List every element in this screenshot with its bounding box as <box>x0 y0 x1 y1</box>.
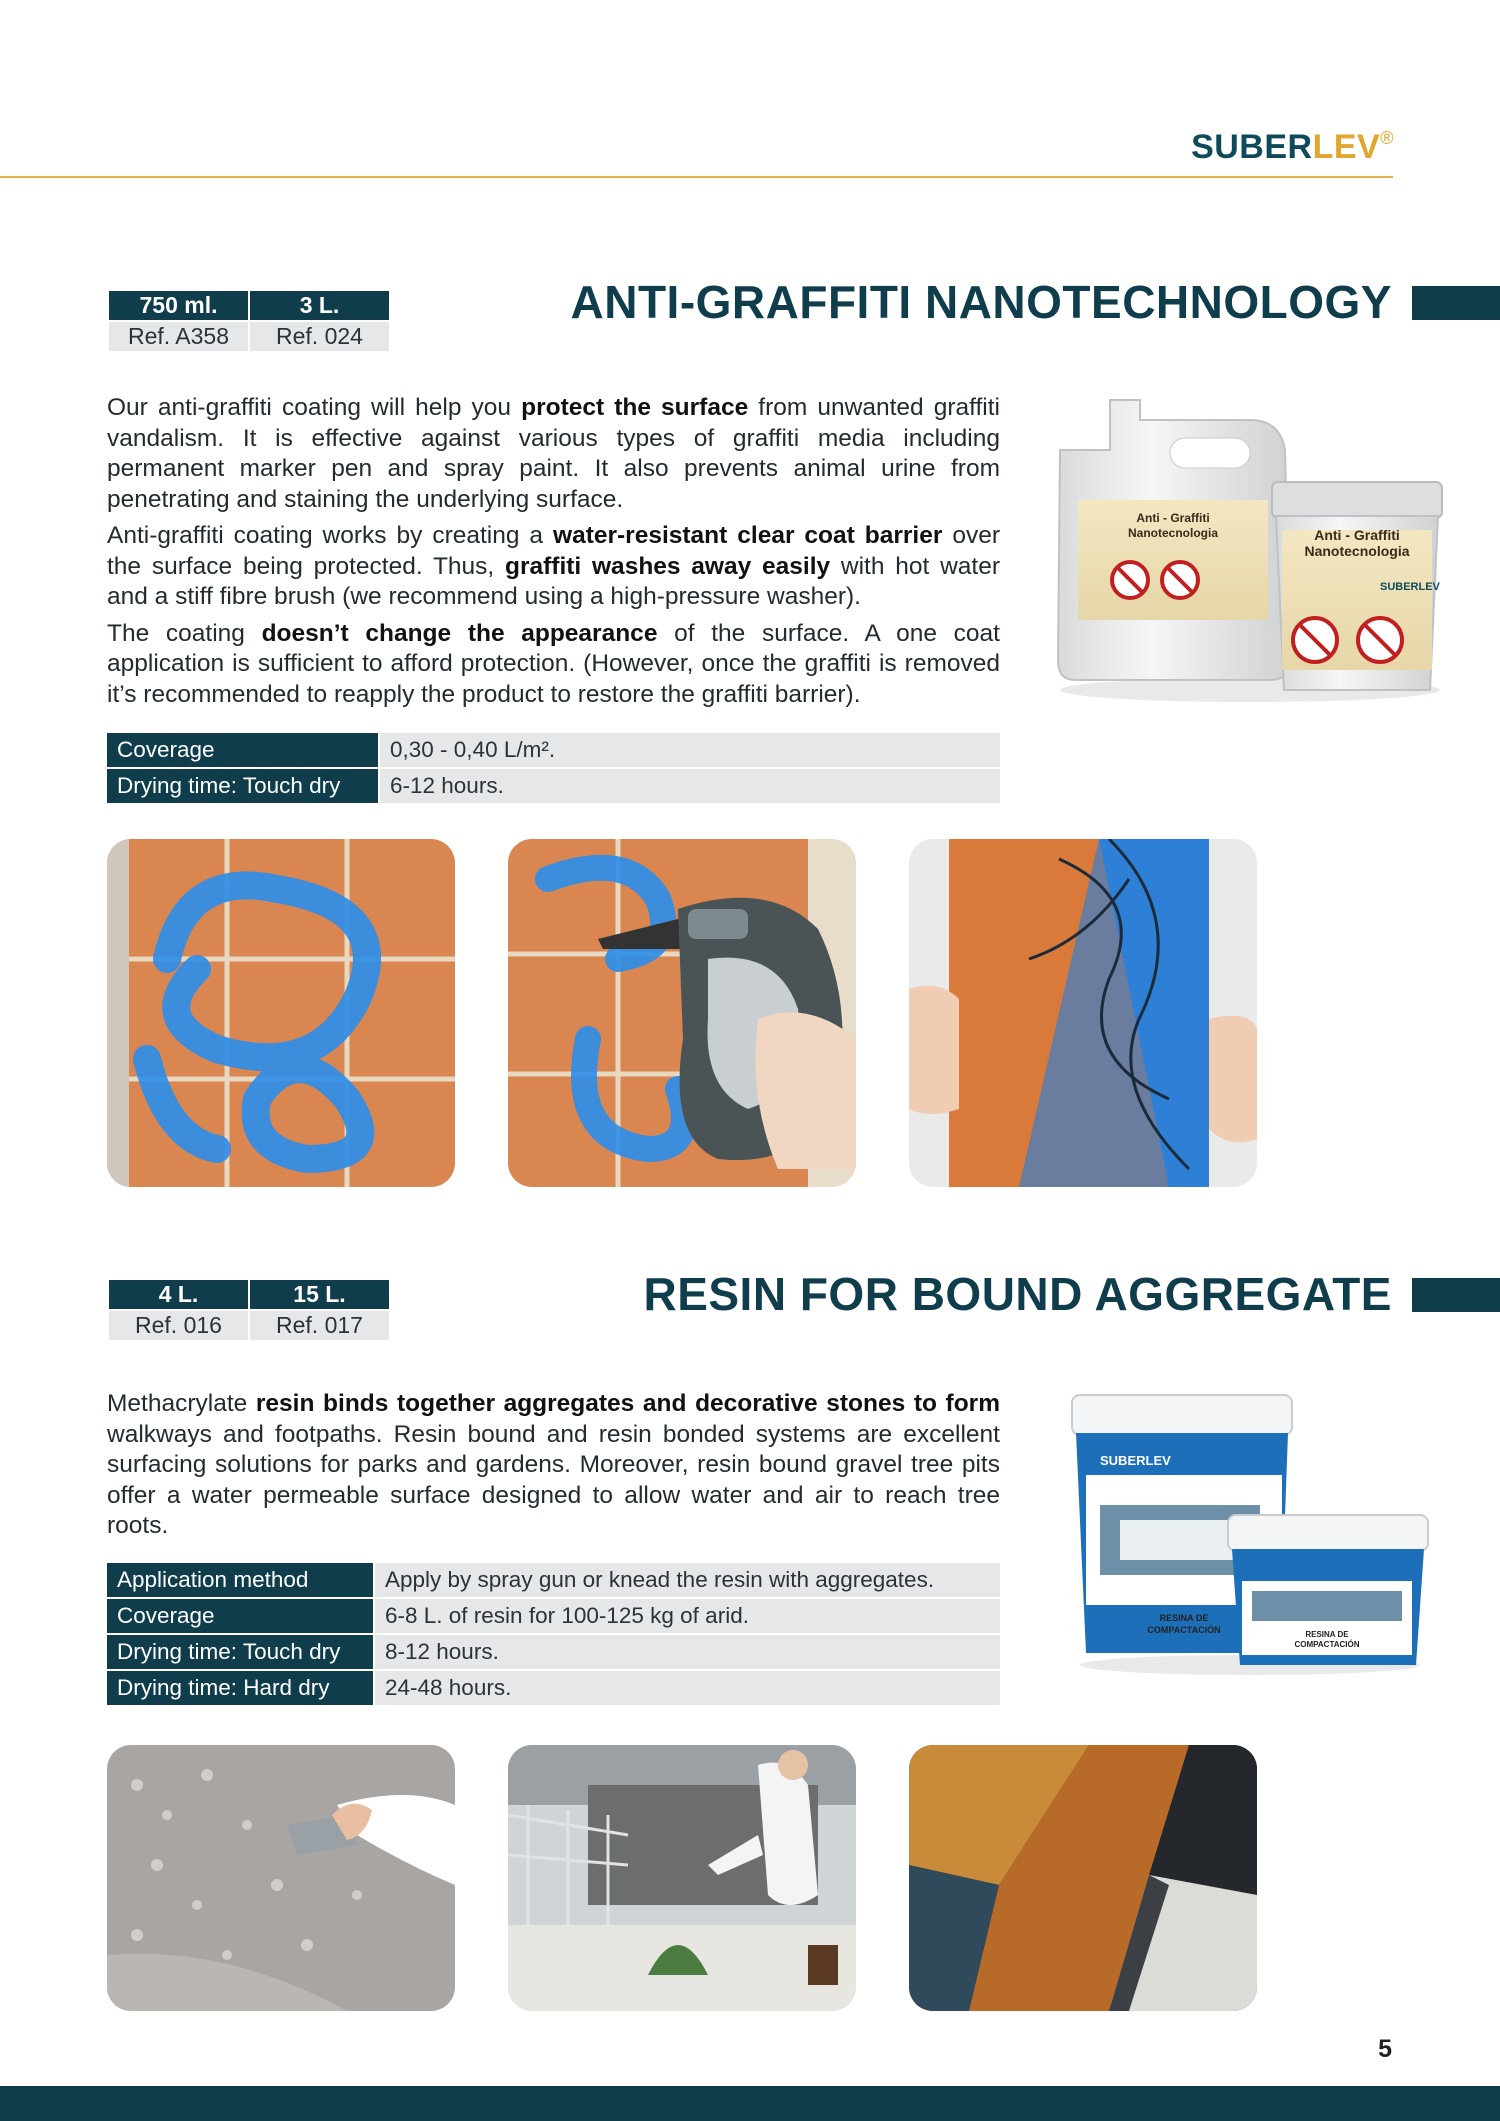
spec-table-antigraffiti <box>107 733 1000 805</box>
spec-label: Drying time: Touch dry <box>107 768 379 804</box>
section-title-resin: RESIN FOR BOUND AGGREGATE <box>643 1268 1392 1320</box>
svg-text:Nanotecnologia: Nanotecnologia <box>1304 543 1410 559</box>
page-number: 5 <box>1378 2035 1392 2063</box>
ref-size: 750 ml. <box>108 290 249 321</box>
ref-table-antigraffiti <box>107 289 391 353</box>
svg-text:Anti - Graffiti: Anti - Graffiti <box>1314 527 1400 543</box>
description-paragraph <box>107 393 1000 515</box>
title-accent-bar <box>1412 286 1500 320</box>
cleaned-surface-photo <box>909 839 1257 1187</box>
brand-part1: SUBER <box>1191 128 1313 166</box>
spec-value: 6-12 hours. <box>379 768 1000 804</box>
svg-text:SUBERLEV: SUBERLEV <box>1380 581 1440 593</box>
spec-label: Drying time: Touch dry <box>107 1634 374 1670</box>
spec-row <box>107 733 1000 768</box>
body-text: of the surface. A one coat application is sufficient to afford protection. (However, once the graffiti is removed it’s recommended to reapply the product to restore the graffiti barrier). <box>107 619 1000 708</box>
svg-text:RESINA DE: RESINA DE <box>1305 1630 1349 1639</box>
body-text: walkways and footpaths. Resin bound and resin bonded systems are excellent surfacing solutions for parks and gardens. Moreover, resin bound gravel tree pits offer a water permeable surface designed to allow water and air to reach tree roots. <box>107 1420 1000 1539</box>
ref-size: 3 L. <box>249 290 390 321</box>
spec-row <box>107 1670 1000 1706</box>
body-text: over the surface being protected. Thus, <box>107 522 1001 580</box>
spec-table-resin <box>107 1563 1000 1707</box>
ref-size: 15 L. <box>249 1279 390 1310</box>
jug-label-text: Anti - Graffiti <box>1136 511 1210 525</box>
spec-label: Application method <box>107 1563 374 1598</box>
spec-label: Drying time: Hard dry <box>107 1670 374 1706</box>
brand-logo <box>1191 128 1394 167</box>
title-accent-bar <box>1412 1278 1500 1312</box>
description-paragraph <box>107 619 1000 711</box>
header-rule <box>0 176 1393 178</box>
spec-row <box>107 1598 1000 1634</box>
spec-value: 24-48 hours. <box>374 1670 1000 1706</box>
svg-text:Nanotecnologia: Nanotecnologia <box>1127 526 1219 540</box>
svg-text:RESINA DE: RESINA DE <box>1159 1613 1209 1623</box>
svg-text:COMPACTACIÓN: COMPACTACIÓN <box>1294 1640 1360 1649</box>
svg-text:COMPACTACIÓN: COMPACTACIÓN <box>1147 1625 1221 1635</box>
spray-resin-photo <box>508 1745 856 2011</box>
ref-code: Ref. 024 <box>249 321 390 352</box>
ref-code: Ref. 016 <box>108 1310 249 1341</box>
emphasis-text: resin binds together aggregates and decorative stones to form <box>255 1390 1001 1417</box>
body-text: Anti-graffiti coating works by creating a <box>107 522 554 549</box>
spec-value: 8-12 hours. <box>374 1634 1000 1670</box>
ref-code: Ref. 017 <box>249 1310 390 1341</box>
body-text: with hot water and a stiff fibre brush (we recommend using a high-pressure washer). <box>107 552 1001 610</box>
ref-code: Ref. A358 <box>108 321 249 352</box>
description-paragraph <box>107 521 1000 613</box>
spec-row <box>107 1634 1000 1670</box>
colored-aggregates-photo <box>909 1745 1257 2011</box>
antigraffiti-product-image <box>1050 390 1450 710</box>
trowel-gravel-photo <box>107 1745 455 2011</box>
footer-bar <box>0 2086 1500 2121</box>
ref-size: 4 L. <box>108 1279 249 1310</box>
ref-table-resin <box>107 1278 391 1342</box>
emphasis-text: graffiti washes away easily <box>505 552 831 580</box>
brand-registered-mark: ® <box>1380 128 1394 148</box>
spec-row <box>107 768 1000 804</box>
spec-label: Coverage <box>107 733 379 768</box>
section-title-antigraffiti: ANTI-GRAFFITI NANOTECHNOLOGY <box>570 276 1392 328</box>
brand-part2: LEV <box>1312 128 1381 166</box>
body-text: from unwanted graffiti vandalism. It is effective against various types of graffiti media including permanent marker pen and spray paint. It also prevents animal urine from penetrating and staining the underlying surface. <box>107 394 1000 513</box>
emphasis-text: doesn’t change the appearance <box>261 619 658 647</box>
graffiti-tile-photo <box>107 839 455 1187</box>
spec-label: Coverage <box>107 1598 374 1634</box>
spec-value: 0,30 - 0,40 L/m². <box>379 733 1000 768</box>
emphasis-text: protect the surface <box>521 394 749 421</box>
spec-value: 6-8 L. of resin for 100-125 kg of arid. <box>374 1598 1000 1634</box>
resin-product-image <box>1060 1385 1440 1675</box>
description-paragraph <box>107 1389 1000 1542</box>
body-text: The coating <box>107 619 262 647</box>
spec-row <box>107 1563 1000 1598</box>
emphasis-text: water-resistant clear coat barrier <box>553 522 943 549</box>
body-text: Our anti-graffiti coating will help you <box>107 394 522 421</box>
spec-value: Apply by spray gun or knead the resin with aggregates. <box>374 1563 1000 1598</box>
svg-text:SUBERLEV: SUBERLEV <box>1100 1453 1171 1468</box>
resin-description <box>107 1389 1000 1542</box>
steam-cleaner-photo <box>508 839 856 1187</box>
body-text: Methacrylate <box>107 1390 256 1417</box>
antigraffiti-description <box>107 393 1000 710</box>
